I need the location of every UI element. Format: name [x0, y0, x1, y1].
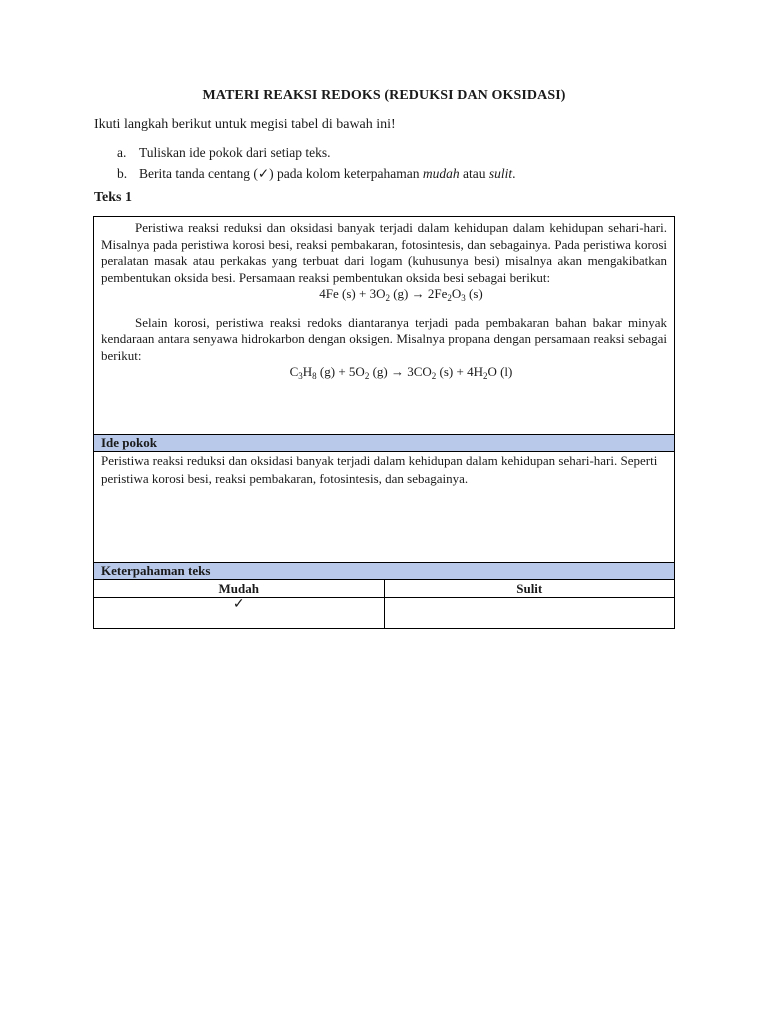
check-icon: ✓	[232, 597, 245, 612]
keterpahaman-columns	[94, 580, 674, 598]
sulit-cell[interactable]	[385, 598, 675, 628]
list-marker: a.	[117, 145, 127, 160]
reading-text-cell	[94, 217, 674, 434]
keterpahaman-values	[94, 598, 674, 628]
mudah-cell[interactable]	[94, 598, 385, 628]
word-sulit: sulit	[488, 166, 513, 181]
instruction-list	[117, 142, 515, 184]
ide-pokok-header: Ide pokok	[94, 434, 674, 452]
list-item	[117, 163, 515, 184]
list-marker: b.	[117, 166, 128, 181]
column-sulit: Sulit	[516, 581, 543, 596]
column-mudah: Mudah	[94, 580, 385, 597]
keterpahaman-header: Keterpahaman teks	[94, 562, 674, 580]
section-heading: Teks 1	[94, 190, 133, 205]
paragraph-2: Selain korosi, peristiwa reaksi redoks diantaranya terjadi pada pembakaran bahan bakar minyak kendaraan antara senyawa hidrokarbon dengan oksigen. Misalnya propana dengan persamaan reaksi sebagai berikut:	[101, 314, 667, 363]
list-item-text: Berita tanda centang (✓) pada kolom keterpahaman mudah atau sulit.	[139, 166, 516, 181]
check-icon: ✓	[257, 166, 270, 181]
list-item-text: Tuliskan ide pokok dari setiap teks.	[139, 145, 331, 160]
equation-2: $C_3H_8$ $(g) + 5O_2$ $(g) \to 3CO_2$ $(s) + 4H_2O$ (l)	[289, 364, 513, 381]
word-mudah: mudah	[422, 166, 460, 181]
list-item	[117, 142, 515, 163]
equation-1: 4Fe $(s) + 3O_2$ $(g) \to 2Fe_2O_3$ (s)	[319, 286, 483, 303]
document-title: MATERI REAKSI REDOKS (REDUKSI DAN OKSIDASI)	[202, 88, 566, 103]
text-table	[93, 216, 675, 629]
paragraph-1: Peristiwa reaksi reduksi dan oksidasi banyak terjadi dalam kehidupan dalam kehidupan sehari-hari. Misalnya pada peristiwa korosi besi, reaksi pembakaran, fotosintesis, dan sebagainya. Pada peristiwa korosi peralatan masak atau perkakas yang terbuat dari logam (kuhusunya besi) misalnya akan mengakibatkan pembentukan oksida besi. Persamaan reaksi pembentukan oksida besi sebagai berikut:	[101, 220, 667, 285]
ide-pokok-cell[interactable]: Peristiwa reaksi reduksi dan oksidasi banyak terjadi dalam kehidupan dalam kehidupan sehari-hari. Seperti peristiwa korosi besi, reaksi pembakaran, fotosintesis, dan sebagainya.	[101, 453, 658, 486]
instruction-text: Ikuti langkah berikut untuk megisi tabel di bawah ini!	[94, 117, 396, 132]
